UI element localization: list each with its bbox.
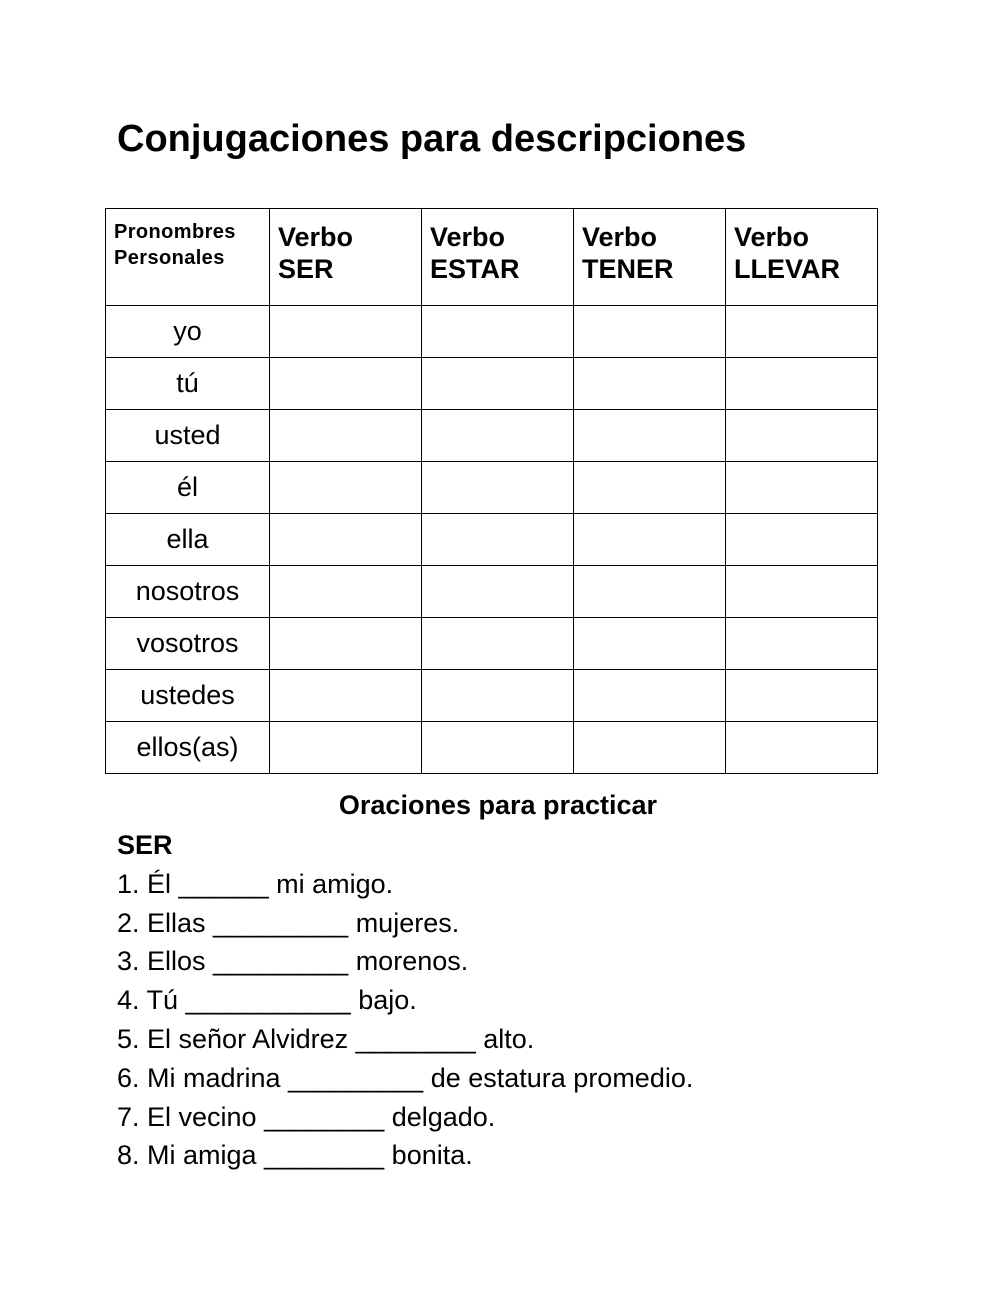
- practice-sentence: 2. Ellas _________ mujeres.: [117, 907, 460, 938]
- blank-answer-cell[interactable]: [726, 514, 878, 566]
- practice-sentence: 3. Ellos _________ morenos.: [117, 946, 469, 977]
- table-row: [106, 514, 878, 566]
- blank-answer-cell[interactable]: [574, 358, 726, 410]
- pronoun-header-line2: Personales: [114, 247, 225, 269]
- pronoun-cell: usted: [106, 410, 270, 462]
- blank-answer-cell[interactable]: [726, 358, 878, 410]
- blank-answer-cell[interactable]: [726, 306, 878, 358]
- blank-answer-cell[interactable]: [270, 618, 422, 670]
- blank-answer-cell[interactable]: [422, 670, 574, 722]
- blank-answer-cell[interactable]: [270, 670, 422, 722]
- blank-answer-cell[interactable]: [270, 358, 422, 410]
- blank-answer-cell[interactable]: [270, 566, 422, 618]
- blank-answer-cell[interactable]: [422, 306, 574, 358]
- verb-header-line2: LLEVAR: [734, 254, 840, 284]
- verb-header-line2: TENER: [582, 254, 674, 284]
- blank-answer-cell[interactable]: [574, 514, 726, 566]
- blank-answer-cell[interactable]: [422, 618, 574, 670]
- blank-answer-cell[interactable]: [726, 462, 878, 514]
- blank-answer-cell[interactable]: [726, 618, 878, 670]
- blank-answer-cell[interactable]: [726, 410, 878, 462]
- verb-header-line1: Verbo: [278, 222, 354, 252]
- practice-sentence: 8. Mi amiga ________ bonita.: [117, 1140, 473, 1171]
- pronoun-cell: ellos(as): [106, 722, 270, 774]
- conjugation-table: [105, 208, 878, 774]
- blank-answer-cell[interactable]: [422, 410, 574, 462]
- blank-answer-cell[interactable]: [270, 410, 422, 462]
- verb-ser-header: [270, 209, 422, 306]
- pronoun-column-header: [106, 209, 270, 306]
- pronoun-cell: tú: [106, 358, 270, 410]
- verb-llevar-header: [726, 209, 878, 306]
- verb-header-line1: Verbo: [582, 222, 658, 252]
- table-row: [106, 306, 878, 358]
- practice-sentence: 4. Tú ___________ bajo.: [117, 985, 417, 1016]
- blank-answer-cell[interactable]: [270, 722, 422, 774]
- table-row: [106, 566, 878, 618]
- blank-answer-cell[interactable]: [574, 670, 726, 722]
- table-row: [106, 618, 878, 670]
- pronoun-cell: yo: [106, 306, 270, 358]
- practice-sentences: [117, 826, 693, 1175]
- blank-answer-cell[interactable]: [726, 670, 878, 722]
- blank-answer-cell[interactable]: [422, 722, 574, 774]
- blank-answer-cell[interactable]: [574, 618, 726, 670]
- verb-header-line1: Verbo: [430, 222, 506, 252]
- table-row: [106, 358, 878, 410]
- table-row: [106, 670, 878, 722]
- page-title: Conjugaciones para descripciones: [117, 118, 747, 160]
- table-row: [106, 722, 878, 774]
- blank-answer-cell[interactable]: [726, 722, 878, 774]
- practice-sentence: 5. El señor Alvidrez ________ alto.: [117, 1023, 535, 1054]
- pronoun-cell: vosotros: [106, 618, 270, 670]
- blank-answer-cell[interactable]: [574, 722, 726, 774]
- blank-answer-cell[interactable]: [574, 462, 726, 514]
- table-row: [106, 410, 878, 462]
- practice-sentence: 6. Mi madrina _________ de estatura promedio.: [117, 1062, 694, 1093]
- verb-estar-header: [422, 209, 574, 306]
- blank-answer-cell[interactable]: [726, 566, 878, 618]
- blank-answer-cell[interactable]: [422, 358, 574, 410]
- verb-header-line2: ESTAR: [430, 254, 520, 284]
- practice-sentence: 7. El vecino ________ delgado.: [117, 1101, 496, 1132]
- pronoun-cell: él: [106, 462, 270, 514]
- table-row: [106, 462, 878, 514]
- pronoun-cell: ustedes: [106, 670, 270, 722]
- pronoun-cell: ella: [106, 514, 270, 566]
- verb-header-line2: SER: [278, 254, 334, 284]
- verb-header-line1: Verbo: [734, 222, 810, 252]
- blank-answer-cell[interactable]: [574, 566, 726, 618]
- blank-answer-cell[interactable]: [422, 566, 574, 618]
- blank-answer-cell[interactable]: [422, 514, 574, 566]
- practice-heading-ser: SER: [117, 830, 173, 860]
- blank-answer-cell[interactable]: [270, 462, 422, 514]
- blank-answer-cell[interactable]: [270, 514, 422, 566]
- blank-answer-cell[interactable]: [574, 410, 726, 462]
- table-header-row: [106, 209, 878, 306]
- pronoun-cell: nosotros: [106, 566, 270, 618]
- blank-answer-cell[interactable]: [270, 306, 422, 358]
- blank-answer-cell[interactable]: [574, 306, 726, 358]
- verb-tener-header: [574, 209, 726, 306]
- practice-sentence: 1. Él ______ mi amigo.: [117, 868, 394, 899]
- blank-answer-cell[interactable]: [422, 462, 574, 514]
- pronoun-header-line1: Pronombres: [114, 221, 236, 243]
- practice-section-title: Oraciones para practicar: [338, 790, 658, 820]
